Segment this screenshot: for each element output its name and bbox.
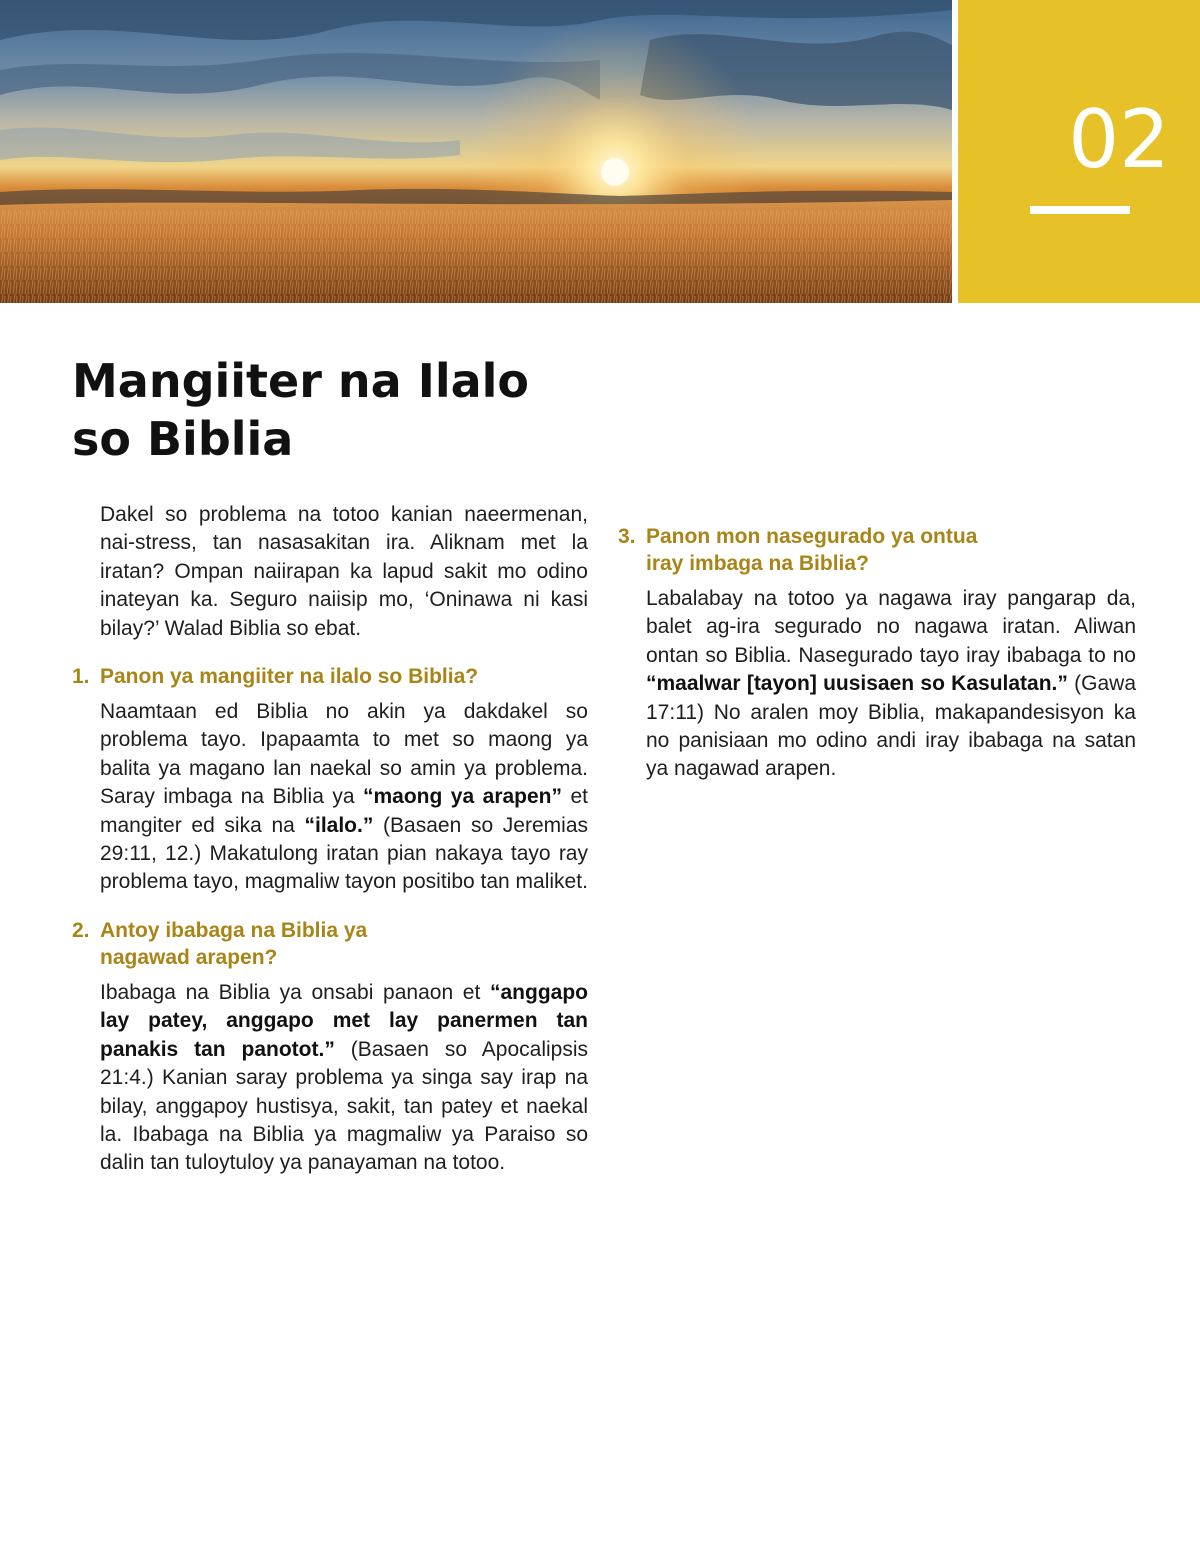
page-title-line-1: Mangiiter na Ilalo: [72, 354, 530, 408]
page-title: [72, 352, 529, 468]
intro-paragraph: Dakel so problema na totoo kanian naeermenan, nai-stress, tan nasasakitan ira. Aliknam met la iratan? Ompan naiirapan ka lapud sakit mo odino inateyan ka. Seguro naiisip mo, ‘Oninawa ni kasi bilay?’ Walad Biblia so ebat.: [100, 503, 588, 640]
q1-text-3: (Basaen so Jeremias 29:11, 12.) Makatulong iratan pian nakaya tayo ray problema tayo, magmaliw tayon positibo tan maliket.: [100, 813, 588, 894]
question-1-number: 1.: [72, 665, 90, 689]
question-2-heading: [72, 917, 588, 971]
chapter-underline: [1030, 206, 1130, 214]
q3-text-1: Labalabay na totoo ya nagawa iray pangarap da, balet ag-ira segurado no nagawa iratan. Aliwan ontan so Biblia. Nasegurado tayo iray ibabaga to no: [646, 587, 1136, 667]
question-3-heading: [618, 523, 1136, 577]
question-3-number: 3.: [618, 525, 636, 548]
question-3-title-line-2: iray imbaga na Biblia?: [646, 552, 869, 575]
q1-bold-2: “ilalo.”: [304, 813, 374, 837]
q2-text-1: Ibabaga na Biblia ya onsabi panaon et: [100, 980, 490, 1004]
question-1-answer: [72, 698, 588, 897]
left-column: [72, 501, 588, 1178]
chapter-number: 02: [1068, 93, 1170, 186]
chapter-badge: [958, 0, 1200, 303]
question-1-title: Panon ya mangiiter na ilalo so Biblia?: [100, 665, 479, 689]
q3-text-2: (Gawa 17:11) No aralen moy Biblia, makapandesisyon ka no panisiaan mo odino andi iray ibabaga na satan ya nagawad arapen.: [646, 672, 1136, 781]
page-title-line-2: so Biblia: [72, 412, 294, 466]
question-2-number: 2.: [72, 918, 90, 942]
question-2-title-line-1: Antoy ibabaga na Biblia ya: [100, 918, 368, 942]
q1-text-1: Naamtaan ed Biblia no akin ya dakdakel so problema tayo. Ipapaamta to met so maong ya balita ya magano lan naekal so amin ya problema. Saray imbaga na Biblia ya: [100, 700, 588, 809]
q2-text-2: (Basaen so Apocalipsis 21:4.) Kanian saray problema ya singa say irap na bilay, anggapoy hustisya, sakit, tan patey et naekal la. Ibabaga na Biblia ya magmaliw ya Paraiso so dalin tan tuloytuloy ya panayaman na totoo.: [100, 1037, 588, 1175]
question-2-title-line-2: nagawad arapen?: [100, 945, 278, 969]
question-1-heading: [72, 663, 588, 690]
q3-bold-1: “maalwar [tayon] uusisaen so Kasulatan.”: [646, 672, 1068, 696]
q2-bold-1: “anggapo lay patey, anggapo met lay panermen tan panakis tan panotot.”: [100, 980, 588, 1061]
question-3-title-line-1: Panon mon nasegurado ya ontua: [646, 525, 978, 548]
right-column: [618, 501, 1136, 784]
q1-text-2: et mangiter ed sika na: [100, 785, 589, 837]
question-2-answer: [72, 979, 588, 1178]
question-3-answer: [618, 585, 1136, 784]
hero-image: [0, 0, 952, 303]
q1-bold-1: “maong ya arapen”: [363, 785, 563, 809]
wheat-field-sunset-image: [0, 0, 952, 303]
